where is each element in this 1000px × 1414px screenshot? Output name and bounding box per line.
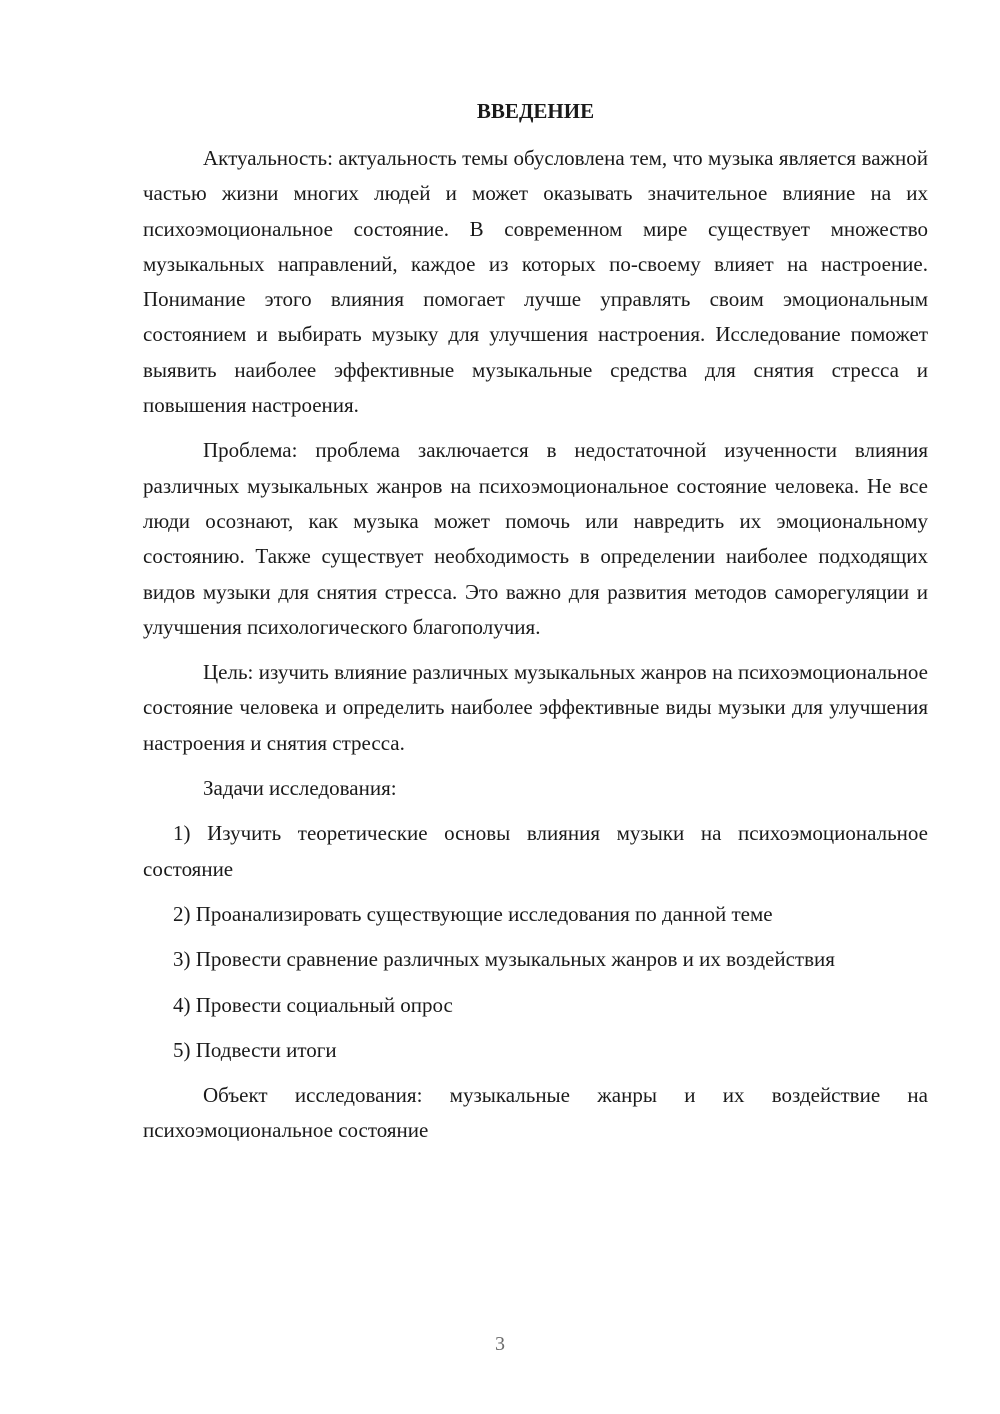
goal-paragraph: Цель: изучить влияние различных музыкальных жанров на психоэмоциональное состояние человека и определить наиболее эффективные виды музыки для улучшения настроения и снятия стресса. bbox=[143, 660, 928, 755]
tasks-title: Задачи исследования: bbox=[203, 776, 397, 801]
page-number: 3 bbox=[495, 1333, 505, 1355]
object-paragraph: Объект исследования: музыкальные жанры и их воздействие на психоэмоциональное состояние bbox=[143, 1083, 928, 1143]
relevance-paragraph: Актуальность: актуальность темы обусловлена тем, что музыка является важной частью жизни многих людей и может оказывать значительное влияние на их психоэмоциональное состояние. В современном мире существует множество музыкальных направлений, каждое из которых по-своему влияет на настроение. Понимание этого влияния помогает лучше управлять своим эмоциональным состоянием и выбирать музыку для улучшения настроения. Исследование поможет выявить наиболее эффективные музыкальные средства для снятия стресса и повышения настроения. bbox=[143, 146, 928, 418]
section-heading: ВВЕДЕНИЕ bbox=[476, 99, 595, 123]
page-content bbox=[143, 94, 928, 1159]
task-item: 4) Провести социальный опрос bbox=[173, 992, 453, 1017]
task-item: 2) Проанализировать существующие исследования по данной теме bbox=[173, 901, 773, 926]
problem-paragraph: Проблема: проблема заключается в недостаточной изученности влияния различных музыкальных жанров на психоэмоциональное состояние человека. Не все люди осознают, как музыка может помочь или навредить их эмоциональному состоянию. Также существует необходимость в определении наиболее подходящих видов музыки для снятия стресса. Это важно для развития методов саморегуляции и улучшения психологического благополучия. bbox=[143, 438, 928, 639]
task-item: 1) Изучить теоретические основы влияния музыки на психоэмоциональное состояние bbox=[143, 821, 928, 881]
task-item: 3) Провести сравнение различных музыкальных жанров и их воздействия bbox=[173, 947, 835, 972]
task-item: 5) Подвести итоги bbox=[173, 1037, 337, 1062]
tasks-list bbox=[143, 816, 928, 1068]
